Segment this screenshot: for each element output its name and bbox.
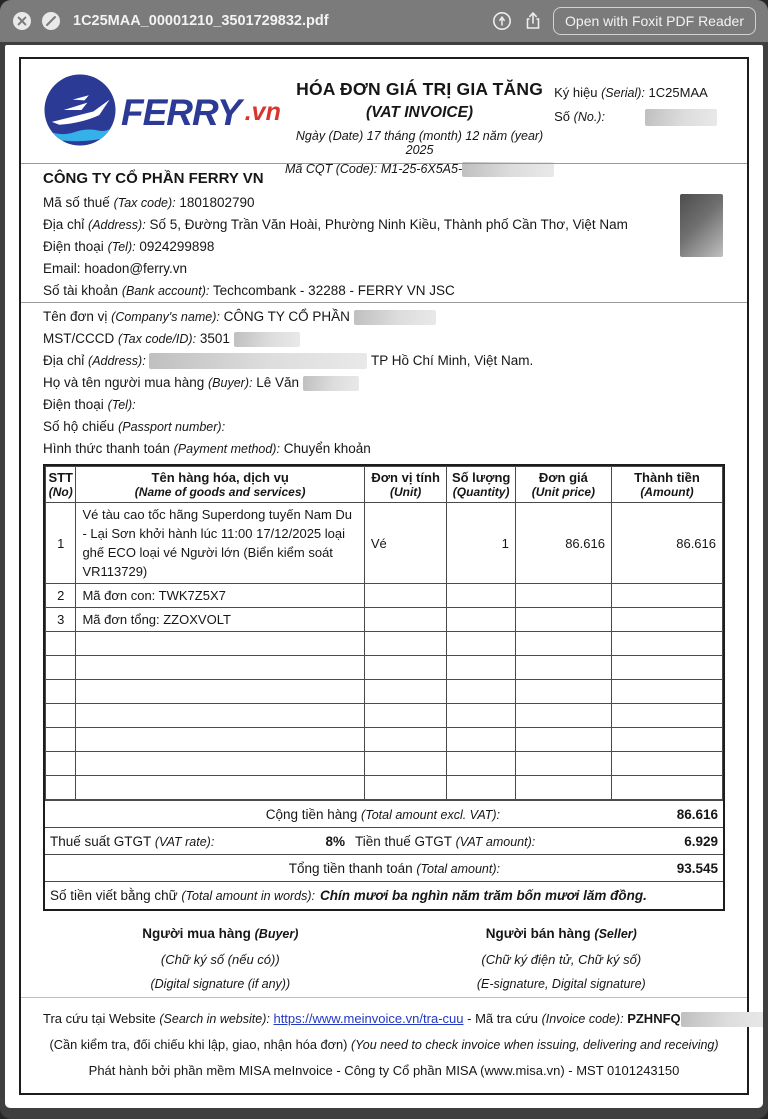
buyer-name: Họ và tên người mua hàng (Buyer): Lê Văn	[43, 372, 725, 394]
amount-in-words-value: Chín mươi ba nghìn năm trăm bốn mươi lăm đồng.	[320, 888, 647, 903]
subtotal-row: Cộng tiền hàng (Total amount excl. VAT): 86.616	[45, 800, 723, 827]
serial-block	[554, 81, 732, 129]
table-row: 1 Vé tàu cao tốc hãng Superdong tuyến Nam Du - Lại Sơn khởi hành lúc 11:00 17/12/2025 loại ghế ECO loại vé Người lớn (Biển kiểm soát VR113729) Vé 1 86.616 86.616	[46, 503, 723, 584]
check-notice-line: (Cần kiểm tra, đối chiếu khi lập, giao, nhận hóa đơn) (You need to check invoice when issuing, delivering and receiving)	[49, 1037, 719, 1052]
empty-table-row	[46, 656, 723, 680]
col-header-price: Đơn giá (Unit price)	[515, 467, 611, 503]
close-icon[interactable]	[12, 11, 32, 31]
issued-by-line: Phát hành bởi phần mềm MISA meInvoice - Công ty Cổ phần MISA (www.misa.vn) - MST 0101243150	[88, 1063, 680, 1078]
buyer-section	[43, 306, 725, 460]
payment-method: Hình thức thanh toán (Payment method): Chuyển khoản	[43, 441, 371, 456]
pdf-page	[5, 45, 763, 1108]
signature-section	[43, 921, 725, 997]
empty-table-row	[46, 680, 723, 704]
col-header-unit: Đơn vị tính (Unit)	[364, 467, 447, 503]
seller-bank-account: Số tài khoản (Bank account): Techcombank - 32288 - FERRY VN JSC	[43, 283, 455, 298]
redacted-invoice-number	[645, 109, 717, 126]
markup-icon[interactable]	[41, 11, 61, 31]
redacted-qr-code	[680, 194, 723, 257]
ferry-logo	[43, 73, 285, 152]
empty-table-row	[46, 752, 723, 776]
empty-table-row	[46, 704, 723, 728]
invoice-footer	[43, 998, 725, 1096]
invoice-lookup-code: PZHNFQ	[627, 1011, 681, 1026]
col-header-name: Tên hàng hóa, dịch vụ (Name of goods and services)	[76, 467, 364, 503]
buyer-passport: Số hộ chiếu (Passport number):	[43, 419, 226, 434]
titlebar	[0, 0, 768, 42]
empty-table-row	[46, 728, 723, 752]
seller-tax-code: Mã số thuế (Tax code): 1801802790	[43, 195, 255, 210]
logo-tld: .vn	[244, 98, 281, 126]
amount-in-words-row: Số tiền viết bằng chữ (Total amount in words): Chín mươi ba nghìn năm trăm bốn mươi lăm đồng.	[45, 881, 723, 909]
redacted-buyer-name	[303, 376, 359, 391]
seller-signature-block: Người bán hàng (Seller) (Chữ ký điện tử, Chữ ký số) (E-signature, Digital signature)	[476, 926, 646, 991]
subtotal-value: 86.616	[676, 806, 718, 822]
invoice-title: HÓA ĐƠN GIÁ TRỊ GIA TĂNG	[296, 79, 544, 99]
col-header-no: STT (No)	[46, 467, 76, 503]
invoice-subtitle: (VAT INVOICE)	[366, 104, 474, 121]
items-table-block	[43, 464, 725, 911]
grand-total-row: Tổng tiền thanh toán (Total amount): 93.545	[45, 854, 723, 881]
open-with-foxit-button[interactable]: Open with Foxit PDF Reader	[553, 7, 756, 35]
table-row: 2 Mã đơn con: TWK7Z5X7	[46, 584, 723, 608]
table-header-row	[46, 467, 723, 503]
draw-icon[interactable]	[491, 10, 513, 32]
invoice-cqt-code: Mã CQT (Code): M1-25-6X5A5-	[285, 162, 554, 177]
invoice-header	[43, 59, 725, 176]
buyer-tax-id: MST/CCCD (Tax code/ID): 3501	[43, 328, 725, 350]
redacted-buyer-address	[149, 353, 367, 369]
items-table	[45, 466, 723, 800]
vat-rate-value: 8%	[325, 833, 345, 849]
buyer-tel: Điện thoại (Tel):	[43, 397, 136, 412]
empty-table-row	[46, 776, 723, 800]
seller-separator	[21, 302, 747, 303]
seller-tel: Điện thoại (Tel): 0924299898	[43, 239, 215, 254]
invoice	[19, 57, 749, 1095]
vat-amount-value: 6.929	[684, 833, 718, 849]
redacted-buyer-company	[354, 310, 436, 325]
invoice-title-block	[285, 71, 554, 177]
invoice-date: Ngày (Date) 17 tháng (month) 12 năm (year) 2025	[295, 129, 544, 157]
redacted-buyer-tax-id	[234, 332, 300, 347]
vat-row: Thuế suất GTGT (VAT rate): 8% Tiền thuế GTGT (VAT amount): 6.929	[45, 827, 723, 854]
buyer-signature-block: Người mua hàng (Buyer) (Chữ ký số (nếu có)) (Digital signature (if any))	[142, 926, 299, 991]
number-line: Số (No.):	[554, 105, 732, 129]
lookup-line: Tra cứu tại Website (Search in website): https://www.meinvoice.vn/tra-cuu - Mã tra cứu (Invoice code): PZHNFQ	[43, 1006, 725, 1032]
ferry-ship-icon	[43, 73, 117, 152]
empty-table-row	[46, 632, 723, 656]
col-header-qty: Số lượng (Quantity)	[447, 467, 515, 503]
seller-address: Địa chỉ (Address): Số 5, Đường Trần Văn Hoài, Phường Ninh Kiều, Thành phố Cần Thơ, Việt Nam	[43, 217, 628, 232]
seller-email: Email: hoadon@ferry.vn	[43, 261, 188, 276]
serial-line: Ký hiệu (Serial): 1C25MAA	[554, 85, 708, 100]
grand-total-value: 93.545	[676, 860, 718, 876]
redacted-lookup-code	[681, 1012, 763, 1027]
col-header-amount: Thành tiền (Amount)	[611, 467, 722, 503]
document-filename: 1C25MAA_00001210_3501729832.pdf	[73, 13, 329, 29]
lookup-link[interactable]: https://www.meinvoice.vn/tra-cuu	[273, 1011, 464, 1026]
buyer-company: Tên đơn vị (Company's name): CÔNG TY CỔ PHẦN	[43, 306, 725, 328]
table-row: 3 Mã đơn tổng: ZZOXVOLT	[46, 608, 723, 632]
buyer-address: Địa chỉ (Address): TP Hồ Chí Minh, Việt Nam.	[43, 353, 534, 368]
logo-wordmark: FERRY	[121, 91, 241, 133]
seller-company-name: CÔNG TY CỔ PHẦN FERRY VN	[43, 170, 264, 187]
seller-section	[43, 164, 725, 302]
share-icon[interactable]	[522, 10, 544, 32]
